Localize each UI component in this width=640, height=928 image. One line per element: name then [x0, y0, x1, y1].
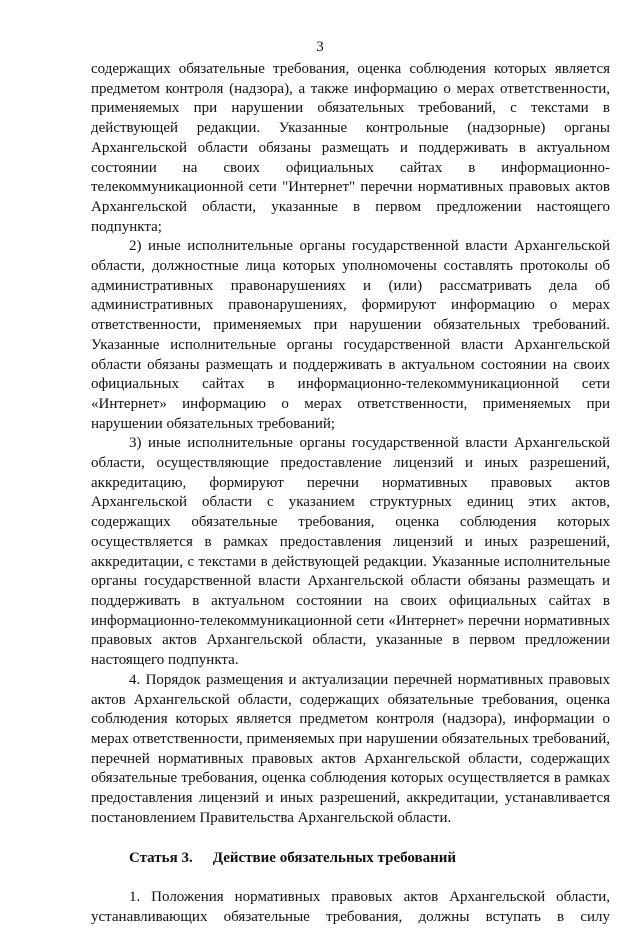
page-number: 3: [316, 39, 324, 55]
paragraph-item-3: 3) иные исполнительные органы государственной власти Архангельской области, осуществляющие предоставление лицензий и иных разрешений, аккредитацию, формируют перечни нормативных правовых актов Архангельской области с указанием структурных единиц этих актов, содержащих обязательные требования, оценка соблюдения которых осуществляется в рамках предоставления лицензий и иных разрешений, аккредитации, с текстами в действующей редакции. Указанные исполнительные органы государственной власти Архангельской области обязаны размещать и поддерживать в актуальном состоянии на своих официальных сайтах в информационно-телекоммуникационной сети «Интернет» перечни нормативных правовых актов Архангельской области, указанные в первом предложении настоящего подпункта.: [91, 435, 610, 669]
document-body: [91, 60, 610, 928]
paragraph-continuation: содержащих обязательные требования, оценка соблюдения которых является предметом контроля (надзора), а также информацию о мерах ответственности, применяемых при нарушении обязательных требований, с текстами в действующей редакции. Указанные контрольные (надзорные) органы Архангельской области обязаны размещать и поддерживать в актуальном состоянии на своих официальных сайтах в информационно-телекоммуникационной сети "Интернет" перечни нормативных правовых актов Архангельской области, указанные в первом предложении настоящего подпункта;: [91, 61, 610, 235]
article-heading: [91, 849, 610, 869]
article-title: Действие обязательных требований: [212, 850, 457, 867]
paragraph-item-4: 4. Порядок размещения и актуализации перечней нормативных правовых актов Архангельской области, содержащих обязательные требования, оценка соблюдения которых является предметом контроля (надзора), информации о мерах ответственности, применяемых при нарушении обязательных требований, перечней нормативных правовых актов Архангельской области, содержащих обязательные требования, оценка соблюдения которых осуществляется в рамках предоставления лицензий и иных разрешений, аккредитации, устанавливается постановлением Правительства Архангельской области.: [91, 671, 610, 826]
paragraph-article-3-item-1: 1. Положения нормативных правовых актов Архангельской области, устанавливающих обязательные требования, должны вступать в силу: [91, 889, 610, 925]
article-number: Статья 3.: [129, 850, 193, 867]
paragraph-item-2: 2) иные исполнительные органы государственной власти Архангельской области, должностные лица которых уполномочены составлять протоколы об административных правонарушениях и (или) рассматривать дела об административных правонарушениях, формируют информацию о мерах ответственности, применяемых при нарушении обязательных требований. Указанные исполнительные органы государственной власти Архангельской области обязаны размещать и поддерживать в актуальном состоянии на своих официальных сайтах в информационно-телекоммуникационной сети «Интернет» информацию о мерах ответственности, применяемых при нарушении обязательных требований;: [91, 238, 610, 432]
